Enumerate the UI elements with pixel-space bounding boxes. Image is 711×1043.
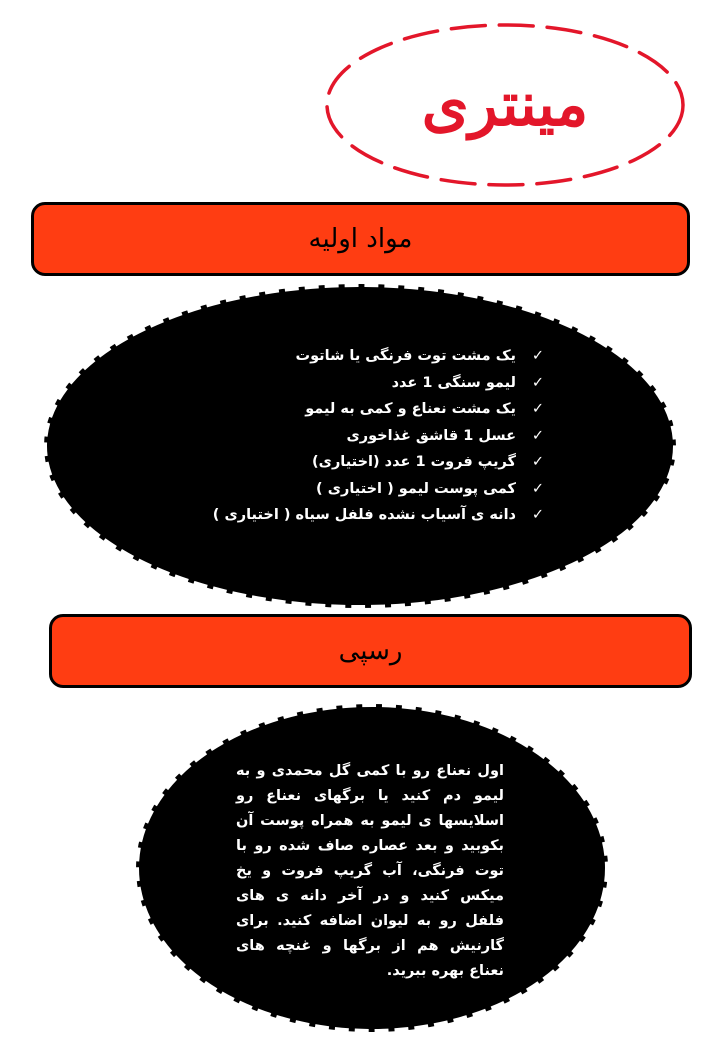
check-icon: ✓: [531, 480, 545, 497]
ingredient-item: ✓عسل 1 قاشق غذاخوری: [228, 423, 548, 450]
check-icon: ✓: [531, 507, 545, 523]
check-icon: ✓: [531, 454, 545, 470]
recipe-header: رسپی: [49, 614, 692, 688]
recipe-instructions: اول نعناع رو با کمی گل محمدی و به لیمو دم کنید یا برگهای نعناع رو اسلایسها ی لیمو به همراه پوست آن بکوبید و بعد عصاره صاف شده رو با توت فرنگی، آب گریپ فروت و یخ میکس کنید و در آخر دانه ی های فلفل رو به لیوان اضافه کنید. برای گارنیش هم از برگها و غنچه های نعناع بهره ببرید.: [236, 763, 504, 979]
ingredient-item: ✓یک مشت توت فرنگی یا شاتوت: [228, 343, 548, 370]
ingredient-item: ✓لیمو سنگی 1 عدد: [228, 370, 548, 397]
ingredients-list: [212, 343, 548, 529]
ingredient-item: ✓کمی پوست لیمو ( اختیاری ): [228, 476, 548, 503]
page-title: مینتری: [421, 70, 589, 140]
check-icon: ✓: [531, 374, 545, 391]
check-icon: ✓: [531, 427, 545, 444]
ingredient-item: ✓گریپ فروت 1 عدد (اختیاری): [228, 449, 548, 476]
ingredients-header: مواد اولیه: [31, 202, 690, 276]
ingredient-item: ✓یک مشت نعناع و کمی به لیمو: [228, 396, 548, 423]
check-icon: ✓: [531, 401, 545, 417]
ingredient-item: ✓دانه ی آسیاب نشده فلفل سیاه ( اختیاری ): [228, 502, 548, 529]
check-icon: ✓: [531, 348, 545, 364]
